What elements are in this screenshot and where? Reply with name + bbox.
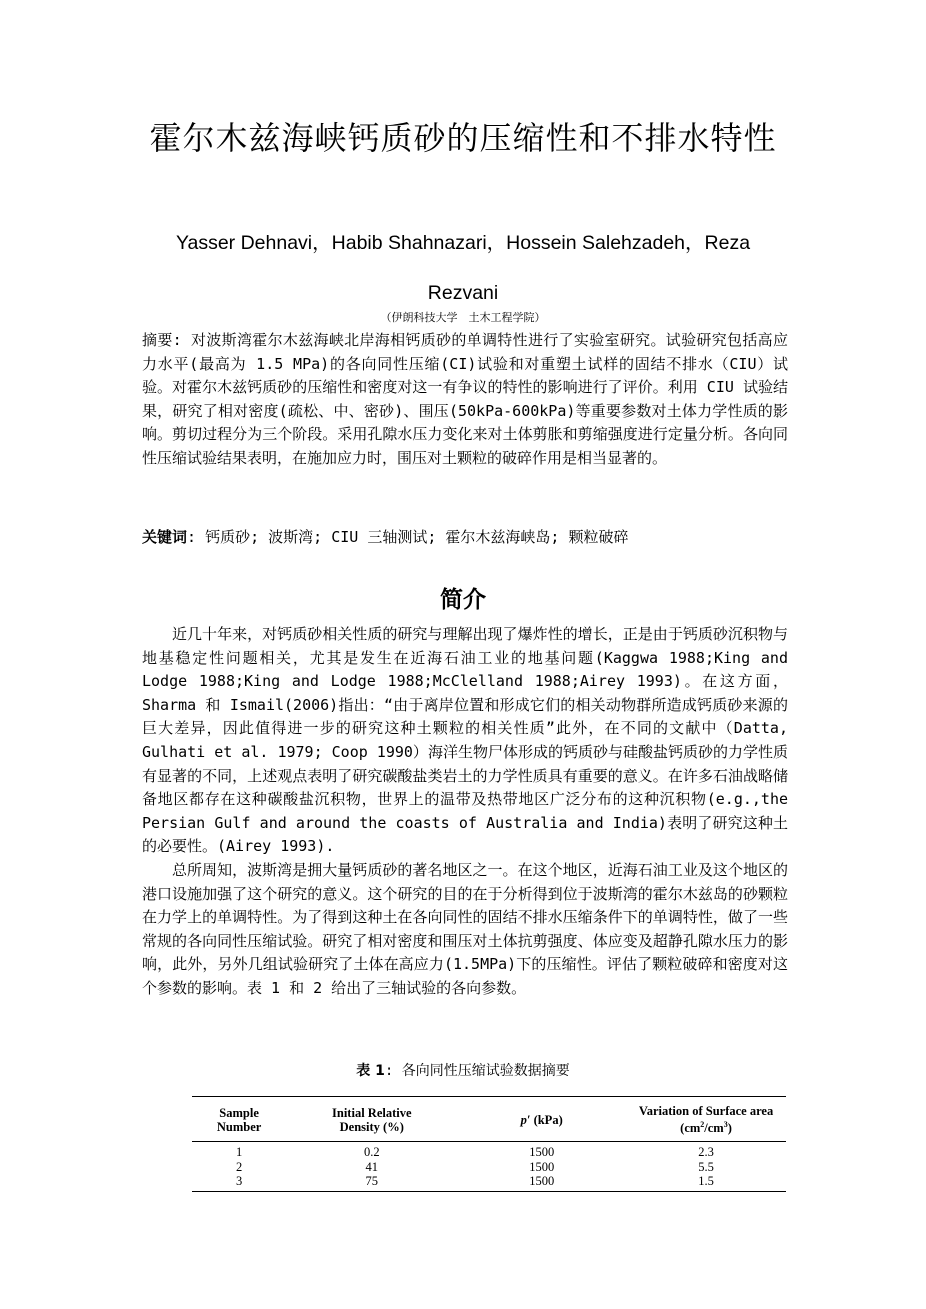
header-surface-sup1: 2 (700, 1120, 705, 1129)
header-surface-unit-close: ) (727, 1121, 732, 1136)
cell-pressure: 1500 (529, 1159, 555, 1174)
cell-sample: 1 (235, 1145, 243, 1160)
header-surface-sup2: 3 (723, 1120, 728, 1129)
keywords (142, 526, 788, 550)
header-pressure-symbol: p′ (520, 1112, 531, 1127)
header-density-line1: Initial Relative (332, 1105, 412, 1120)
isotropic-compression-table (192, 1096, 786, 1192)
table-header-row (192, 1097, 786, 1142)
header-surface-line1: Variation of Surface area (638, 1104, 774, 1118)
cell-density: 41 (365, 1159, 379, 1174)
table-row (192, 1174, 786, 1191)
header-initial-density (286, 1097, 457, 1142)
header-pressure (457, 1097, 626, 1142)
table-row (192, 1160, 786, 1175)
header-sample-number (192, 1097, 286, 1142)
paper-title: 霍尔木兹海峡钙质砂的压缩性和不排水特性 (149, 119, 777, 157)
header-sample-line2: Number (216, 1119, 262, 1134)
header-density-line2: Density (%) (339, 1119, 404, 1134)
cell-sample: 3 (235, 1174, 243, 1189)
intro-paragraph-1: 近几十年来，对钙质砂相关性质的研究与理解出现了爆炸性的增长，正是由于钙质砂沉积物与地基稳定性问题相关，尤其是发生在近海石油工业的地基问题(Kaggwa 1988;King and Lodge 1988;King and Lodge 1988;McClelland 1988;Airey 1993)。在这方面，Sharma 和 Ismail(2006)指出：“由于离岸位置和形成它们的相关动物群所造成钙质砂来源的巨大差异，因此值得进一步的研究这种土颗粒的相关性质”此外，在不同的文献中（Datta, Gulhati et al. 1979; Coop 1990）海洋生物尸体形成的钙质砂与硅酸盐钙质砂的力学性质有显著的不同，上述观点表明了研究碳酸盐类岩土的力学性质具有重要的意义。在许多石油战略储备地区都存在这种碳酸盐沉积物，世界上的温带及热带地区广泛分布的这种沉积物(e.g.,the Persian Gulf and around the coasts of Australia and India)表明了研究这种土的必要性。(Airey 1993). (142, 625, 788, 856)
table-caption-text: : 各向同性压缩试验数据摘要 (384, 1063, 570, 1079)
cell-surface: 2.3 (698, 1145, 714, 1160)
keywords-label: 关键词 (142, 528, 188, 546)
affiliation: （伊朗科技大学 土木工程学院） (380, 311, 546, 324)
author-list: Yasser Dehnavi，Habib Shahnazari，Hossein Salehzadeh，Reza Rezvani (175, 232, 751, 304)
table-caption-label: 表 1 (356, 1063, 385, 1079)
cell-pressure: 1500 (529, 1174, 555, 1189)
cell-density: 0.2 (363, 1145, 380, 1160)
header-sample-line1: Sample (219, 1105, 259, 1120)
header-pressure-unit: (kPa) (530, 1112, 563, 1127)
cell-surface: 5.5 (698, 1159, 714, 1174)
section-heading-intro: 简介 (440, 587, 486, 613)
abstract: 摘要: 对波斯湾霍尔木兹海峡北岸海相钙质砂的单调特性进行了实验室研究。试验研究包括高应力水平(最高为 1.5 MPa)的各向同性压缩(CI)试验和对重塑土试样的固结不排水（CIU）试验。对霍尔木兹钙质砂的压缩性和密度对这一有争议的特性的影响进行了评价。利用 CIU 试验结果，研究了相对密度(疏松、中、密砂)、围压(50kPa-600kPa)等重要参数对土体力学性质的影响。剪切过程分为三个阶段。采用孔隙水压力变化来对土体剪胀和剪缩强度进行定量分析。各向同性压缩试验结果表明，在施加应力时，围压对土颗粒的破碎作用是相当显著的。 (142, 331, 788, 467)
introduction-body (142, 623, 788, 1001)
cell-pressure: 1500 (529, 1145, 555, 1160)
cell-density: 75 (365, 1174, 379, 1189)
cell-sample: 2 (235, 1159, 243, 1174)
intro-paragraph-2: 总所周知，波斯湾是拥大量钙质砂的著名地区之一。在这个地区，近海石油工业及这个地区的港口设施加强了这个研究的意义。这个研究的目的在于分析得到位于波斯湾的霍尔木兹岛的砂颗粒在力学上的单调特性。为了得到这种土在各向同性的固结不排水压缩条件下的单调特性，做了一些常规的各向同性压缩试验。研究了相对密度和围压对土体抗剪强度、体应变及超静孔隙水压力的影响，此外，另外几组试验研究了土体在高应力(1.5MPa)下的压缩性。评估了颗粒破碎和密度对这个参数的影响。表 1 和 2 给出了三轴试验的各向参数。 (142, 860, 788, 997)
cell-surface: 1.5 (698, 1174, 714, 1189)
header-surface-area (626, 1097, 786, 1142)
table-caption (140, 1060, 786, 1082)
table-row (192, 1142, 786, 1160)
header-surface-unit-mid: /cm (704, 1121, 724, 1136)
keywords-text: : 钙质砂; 波斯湾; CIU 三轴测试; 霍尔木兹海峡岛; 颗粒破碎 (187, 528, 629, 546)
header-surface-unit-open: (cm (680, 1121, 701, 1136)
